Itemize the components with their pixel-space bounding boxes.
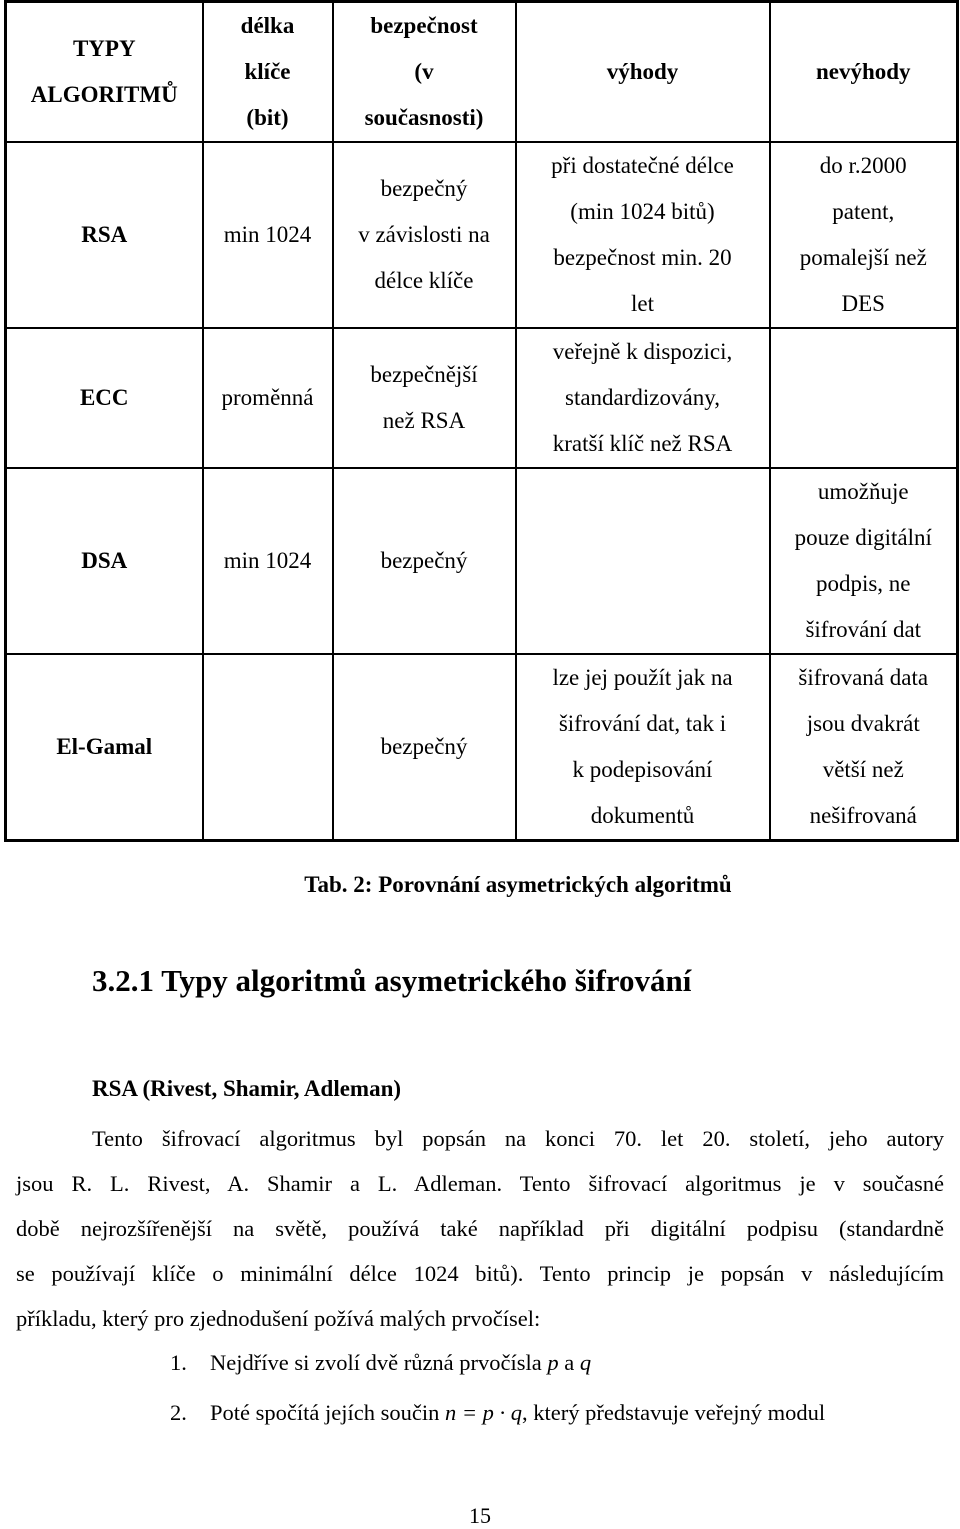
header-security — [333, 2, 516, 143]
paragraph-line: době nejrozšířenější na světě, používá také například při digitální podpisu (standardně — [16, 1216, 944, 1241]
key-length-cell: min 1024 — [203, 468, 333, 654]
algorithm-name: DSA — [6, 468, 203, 654]
algorithms-comparison-table — [4, 0, 959, 842]
list-number: 2. — [170, 1400, 187, 1425]
cell-line: než RSA — [382, 408, 466, 433]
table-caption: Tab. 2: Porovnání asymetrických algoritmů — [304, 872, 732, 897]
table-row — [6, 654, 958, 841]
paragraph-line: Tento šifrovací algoritmus byl popsán na konci 70. let 20. století, jeho autory — [92, 1126, 944, 1151]
cell-line: bezpečný — [380, 548, 468, 573]
cell-line: pouze digitální — [794, 525, 932, 550]
paragraph-line: příkladu, který pro zjednodušení požívá malých prvočísel: — [16, 1306, 541, 1331]
advantages-cell — [516, 142, 770, 328]
table-row — [6, 142, 958, 328]
paragraph-line: se používají klíče o minimální délce 1024 bitů). Tento princip je popsán v následujícím — [16, 1261, 944, 1286]
cell-line: do r.2000 — [819, 153, 907, 178]
cell-line: lze jej použít jak na — [552, 665, 733, 690]
security-cell — [333, 142, 516, 328]
header-security-line: (v — [414, 59, 434, 84]
security-cell — [333, 468, 516, 654]
header-type-line: TYPY — [72, 36, 136, 61]
disadvantages-cell — [770, 328, 958, 468]
list-number: 1. — [170, 1350, 187, 1375]
advantages-cell — [516, 328, 770, 468]
security-cell — [333, 654, 516, 841]
cell-line: podpis, ne — [815, 571, 911, 596]
cell-line: bezpečnější — [370, 362, 478, 387]
header-security-line: současnosti) — [364, 105, 484, 130]
math-symbol: p — [547, 1350, 559, 1375]
header-security-line: bezpečnost — [370, 13, 478, 38]
list-text: Nejdříve si zvolí dvě různá prvočísla — [210, 1350, 548, 1375]
key-length-cell: proměnná — [203, 328, 333, 468]
cell-line: veřejně k dispozici, — [552, 339, 733, 364]
list-item — [170, 1350, 591, 1376]
disadvantages-cell — [770, 468, 958, 654]
header-advantages: výhody — [516, 2, 770, 143]
list-item — [170, 1400, 825, 1426]
cell-line: šifrování dat, tak i — [558, 711, 727, 736]
cell-line: šifrování dat — [805, 617, 922, 642]
cell-line: DES — [841, 291, 885, 316]
header-key-length-line: klíče — [244, 59, 291, 84]
cell-line: při dostatečné délce — [551, 153, 734, 178]
page-number: 15 — [469, 1503, 491, 1528]
key-length-cell: min 1024 — [203, 142, 333, 328]
cell-line: kratší klíč než RSA — [552, 431, 733, 456]
cell-line: pomalejší než — [799, 245, 927, 270]
advantages-cell — [516, 654, 770, 841]
cell-line: bezpečnost min. 20 — [553, 245, 732, 270]
cell-line: standardizovány, — [565, 385, 720, 410]
cell-line: let — [631, 291, 654, 316]
header-key-length-line: délka — [240, 13, 295, 38]
security-cell — [333, 328, 516, 468]
cell-line: v závislosti na — [358, 222, 490, 247]
cell-line: patent, — [832, 199, 895, 224]
advantages-cell — [516, 468, 770, 654]
table-row — [6, 328, 958, 468]
cell-line: délce klíče — [374, 268, 474, 293]
section-heading: 3.2.1 Typy algoritmů asymetrického šifrování — [92, 963, 692, 998]
header-key-length — [203, 2, 333, 143]
cell-line: dokumentů — [590, 803, 695, 828]
disadvantages-cell — [770, 654, 958, 841]
algorithm-name: El-Gamal — [6, 654, 203, 841]
disadvantages-cell — [770, 142, 958, 328]
list-text: a — [558, 1350, 580, 1375]
list-text: , který představuje veřejný modul — [522, 1400, 826, 1425]
cell-line: větší než — [822, 757, 904, 782]
math-formula: n = p · q — [444, 1400, 523, 1425]
body-paragraph — [16, 1116, 944, 1341]
cell-line: k podepisování — [572, 757, 713, 782]
header-key-length-line: (bit) — [246, 105, 289, 130]
math-symbol: q — [579, 1350, 592, 1375]
algorithm-name: RSA — [6, 142, 203, 328]
header-type-line: ALGORITMŮ — [30, 82, 178, 107]
header-type — [6, 2, 203, 143]
paragraph-line: jsou R. L. Rivest, A. Shamir a L. Adleman. Tento šifrovací algoritmus je v současné — [16, 1171, 944, 1196]
algorithm-name: ECC — [6, 328, 203, 468]
cell-line: nešifrovaná — [809, 803, 917, 828]
cell-line: (min 1024 bitů) — [570, 199, 715, 224]
cell-line: umožňuje — [817, 479, 909, 504]
cell-line: jsou dvakrát — [806, 711, 920, 736]
header-disadvantages: nevýhody — [770, 2, 958, 143]
cell-line: šifrovaná data — [798, 665, 929, 690]
table-row — [6, 468, 958, 654]
subsection-heading: RSA (Rivest, Shamir, Adleman) — [92, 1076, 402, 1101]
cell-line: bezpečný — [380, 176, 468, 201]
list-text: Poté spočítá jejích součin — [210, 1400, 445, 1425]
cell-line: bezpečný — [380, 734, 468, 759]
key-length-cell — [203, 654, 333, 841]
table-header-row — [6, 2, 958, 143]
